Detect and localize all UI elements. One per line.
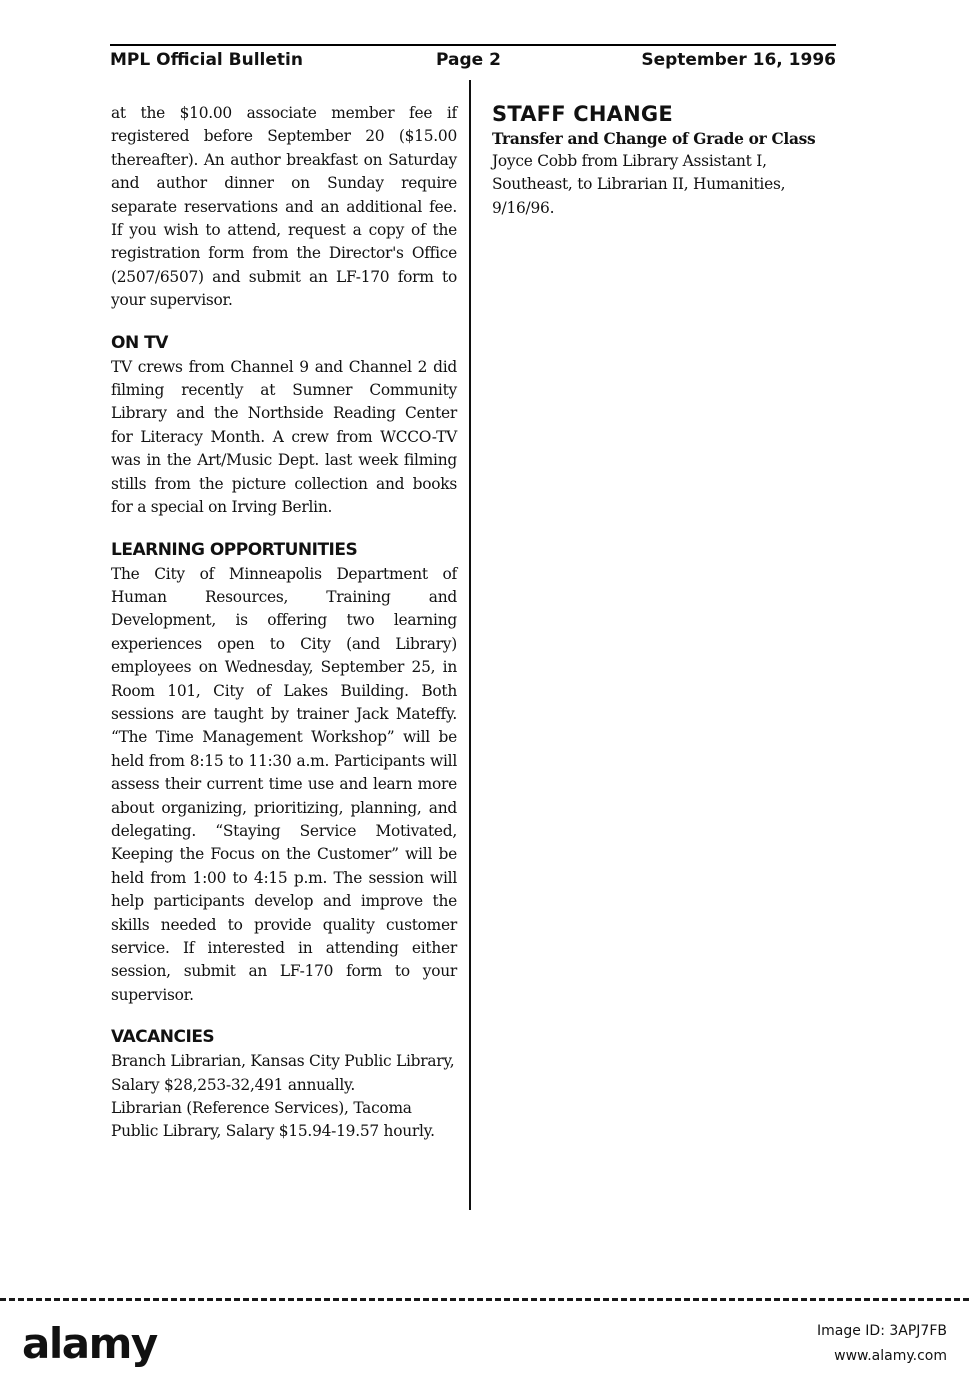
vacancies-heading: VACANCIES	[111, 1027, 215, 1048]
right-column	[492, 102, 837, 220]
bulletin-date: September 16, 1996	[641, 50, 836, 70]
on-tv-body: TV crews from Channel 9 and Channel 2 did filming recently at Sumner Community Library and the Northside Reading Center for Literacy Month. A crew from WCCO-TV was in the Art/Music Dept. last week filming stills from the picture collection and books for a special on Irving Berlin.	[111, 357, 457, 517]
header-rule	[110, 44, 836, 46]
image-id-label: Image ID: 3APJ7FB	[817, 1323, 947, 1339]
page-number: Page 2	[436, 50, 501, 70]
on-tv-heading: ON TV	[111, 332, 168, 353]
staff-change-heading: STAFF CHANGE	[492, 102, 673, 126]
staff-change-body: Joyce Cobb from Library Assistant I, Southeast, to Librarian II, Humanities, 9/16/96.	[492, 152, 786, 217]
vacancy-item: Librarian (Reference Services), Tacoma Public Library, Salary $15.94-19.57 hourly.	[111, 1099, 435, 1141]
vacancy-item: Branch Librarian, Kansas City Public Library, Salary $28,253-32,491 annually.	[111, 1052, 455, 1094]
learning-opportunities-heading: LEARNING OPPORTUNITIES	[111, 539, 358, 560]
intro-paragraph: at the $10.00 associate member fee if registered before September 20 ($15.00 thereafter). An author breakfast on Saturday and author dinner on Sunday require separate reservations and an additional fee. If you wish to attend, request a copy of the registration form from the Director's Office (2507/6507) and submit an LF-170 form to your supervisor.	[111, 104, 457, 310]
left-column	[111, 102, 457, 1144]
alamy-logo: alamy	[22, 1319, 157, 1368]
watermark-url: www.alamy.com	[834, 1348, 947, 1364]
page-header	[110, 48, 836, 76]
bulletin-title: MPL Official Bulletin	[110, 50, 303, 70]
learning-opportunities-body: The City of Minneapolis Department of Human Resources, Training and Development, is offering two learning experiences open to City (and Library) employees on Wednesday, September 25, in Room 101, City of Lakes Building. Both sessions are taught by trainer Jack Mateffy. “The Time Management Workshop” will be held from 8:15 to 11:30 a.m. Participants will assess their current time use and learn more about organizing, prioritizing, planning, and delegating. “Staying Service Motivated, Keeping the Focus on the Customer” will be held from 1:00 to 4:15 p.m. The session will help participants develop and improve the skills needed to provide quality customer service. If interested in attending either session, submit an LF-170 form to your supervisor.	[111, 564, 457, 1004]
watermark-footer	[0, 1298, 969, 1393]
staff-change-subheading: Transfer and Change of Grade or Class	[492, 130, 816, 148]
column-divider	[469, 80, 471, 1210]
